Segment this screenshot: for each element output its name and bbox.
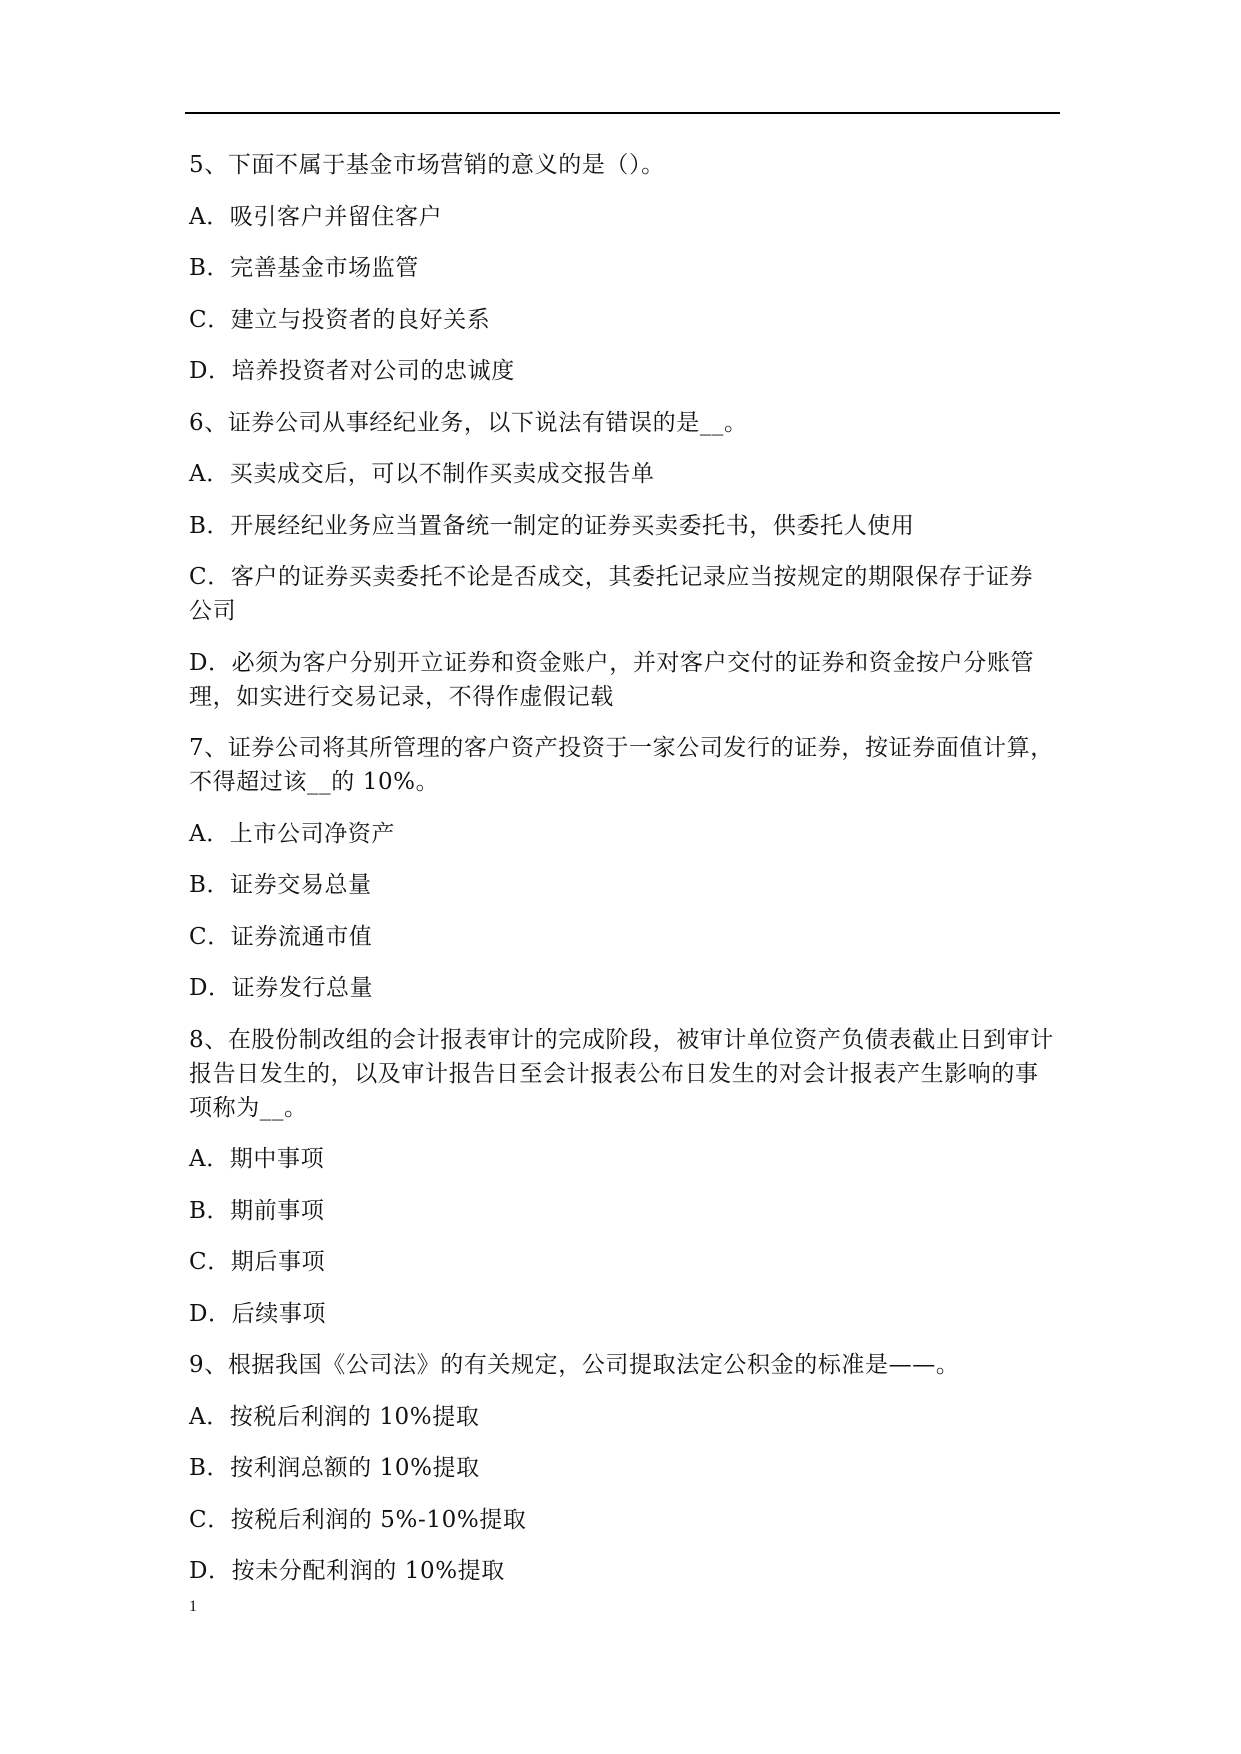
q9-option-a: A．按税后利润的 10%提取	[189, 1403, 480, 1430]
q9-option-c: C．按税后利润的 5%-10%提取	[189, 1506, 527, 1533]
question-6: 6、证券公司从事经纪业务，以下说法有错误的是__。	[189, 409, 748, 436]
q5-option-c: C．建立与投资者的良好关系	[189, 306, 491, 333]
q7-option-a: A．上市公司净资产	[189, 820, 396, 847]
q6-option-c: C．客户的证券买卖委托不论是否成交，其委托记录应当按规定的期限保存于证券公司	[189, 564, 1034, 624]
q8-option-a: A．期中事项	[189, 1146, 325, 1172]
q8-option-d: D．后续事项	[189, 1300, 327, 1327]
question-8: 8、在股份制改组的会计报表审计的完成阶段，被审计单位资产负债表截止日到审计报告日发生的，以及审计报告日至会计报表公布日发生的对会计报表产生影响的事项称为__。	[189, 1026, 1054, 1121]
question-7: 7、证券公司将其所管理的客户资产投资于一家公司发行的证券，按证券面值计算，不得超过该__的 10%。	[189, 735, 1054, 795]
question-5: 5、下面不属于基金市场营销的意义的是（）。	[189, 152, 665, 178]
q5-option-b: B．完善基金市场监管	[189, 255, 419, 281]
q7-option-d: D．证券发行总量	[189, 975, 374, 1001]
q8-option-c: C．期后事项	[189, 1249, 326, 1275]
document-body	[189, 148, 1055, 1606]
q6-option-a: A．买卖成交后，可以不制作买卖成交报告单	[189, 461, 655, 487]
q9-option-b: B．按利润总额的 10%提取	[189, 1455, 480, 1481]
q7-option-c: C．证券流通市值	[189, 923, 373, 950]
q8-option-b: B．期前事项	[189, 1197, 325, 1224]
q6-option-b: B．开展经纪业务应当置备统一制定的证券买卖委托书，供委托人使用	[189, 512, 915, 539]
question-9: 9、根据我国《公司法》的有关规定，公司提取法定公积金的标准是——。	[189, 1352, 960, 1378]
q5-option-a: A．吸引客户并留住客户	[189, 203, 443, 230]
q5-option-d: D．培养投资者对公司的忠诚度	[189, 358, 515, 384]
q6-option-d: D．必须为客户分别开立证券和资金账户，并对客户交付的证券和资金按户分账管理，如实进行交易记录，不得作虚假记载	[189, 649, 1035, 710]
page-number: 1	[189, 1598, 197, 1615]
q7-option-b: B．证券交易总量	[189, 872, 372, 898]
header-rule	[185, 112, 1060, 114]
q9-option-d: D．按未分配利润的 10%提取	[189, 1558, 505, 1584]
